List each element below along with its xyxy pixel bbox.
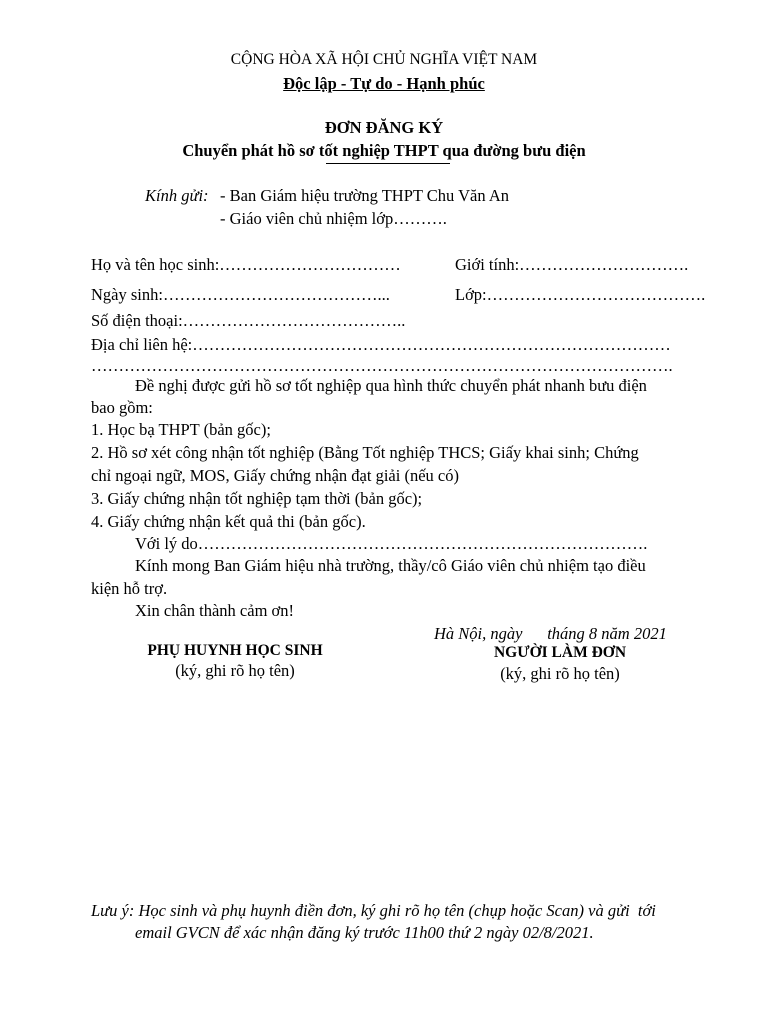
recipient-teacher: - Giáo viên chủ nhiệm lớp………. xyxy=(220,209,447,228)
motto: Độc lập - Tự do - Hạnh phúc xyxy=(283,74,485,93)
list-item: 1. Học bạ THPT (bản gốc); xyxy=(91,420,271,439)
parent-signature-title: PHỤ HUYNH HỌC SINH xyxy=(147,642,323,659)
recipient-label: Kính gửi: xyxy=(145,186,209,205)
hope-text-continued: kiện hỗ trợ. xyxy=(91,579,168,598)
gender-field: Giới tính:…………………………. xyxy=(455,255,689,274)
title-divider xyxy=(326,163,450,164)
student-name-field: Họ và tên học sinh:…………………………… xyxy=(91,255,401,274)
thanks-text: Xin chân thành cảm ơn! xyxy=(135,601,295,620)
applicant-signature-title: NGƯỜI LÀM ĐƠN xyxy=(493,644,627,661)
request-text: Đề nghị được gửi hồ sơ tốt nghiệp qua hình thức chuyển phát nhanh bưu điện xyxy=(135,376,647,395)
phone-field: Số điện thoại:………………………………….. xyxy=(91,311,406,330)
recipient-school: - Ban Giám hiệu trường THPT Chu Văn An xyxy=(220,186,509,205)
footer-note-continued: email GVCN để xác nhận đăng ký trước 11h00 thứ 2 ngày 02/8/2021. xyxy=(135,923,594,942)
list-item: 3. Giấy chứng nhận tốt nghiệp tạm thời (bản gốc); xyxy=(91,489,423,508)
address-field-continued: ……………………………………………………………………………………………. xyxy=(91,356,673,375)
form-title: ĐƠN ĐĂNG KÝ xyxy=(324,118,444,137)
date-line: Hà Nội, ngày tháng 8 năm 2021 xyxy=(434,624,667,643)
form-subtitle: Chuyển phát hồ sơ tốt nghiệp THPT qua đường bưu điện xyxy=(182,141,586,160)
request-text-continued: bao gồm: xyxy=(91,398,153,417)
address-field: Địa chỉ liên hệ:…………………………………………………………………………… xyxy=(91,335,671,354)
reason-field: Với lý do………………………………………………………………………. xyxy=(135,534,648,553)
class-field: Lớp:…………………………………. xyxy=(455,285,706,304)
hope-text: Kính mong Ban Giám hiệu nhà trường, thầy/cô Giáo viên chủ nhiệm tạo điều xyxy=(135,556,646,575)
dob-field: Ngày sinh:…………………………………... xyxy=(91,285,390,304)
applicant-signature-note: (ký, ghi rõ họ tên) xyxy=(500,664,620,683)
nation-heading: CỘNG HÒA XÃ HỘI CHỦ NGHĨA VIỆT NAM xyxy=(230,51,538,68)
list-item-continued: chỉ ngoại ngữ, MOS, Giấy chứng nhận đạt giải (nếu có) xyxy=(91,466,459,485)
parent-signature-note: (ký, ghi rõ họ tên) xyxy=(175,661,295,680)
list-item: 4. Giấy chứng nhận kết quả thi (bản gốc). xyxy=(91,512,366,531)
footer-note: Lưu ý: Học sinh và phụ huynh điền đơn, ký ghi rõ họ tên (chụp hoặc Scan) và gửi tới xyxy=(91,901,656,920)
list-item: 2. Hồ sơ xét công nhận tốt nghiệp (Bằng Tốt nghiệp THCS; Giấy khai sinh; Chứng xyxy=(91,443,639,462)
